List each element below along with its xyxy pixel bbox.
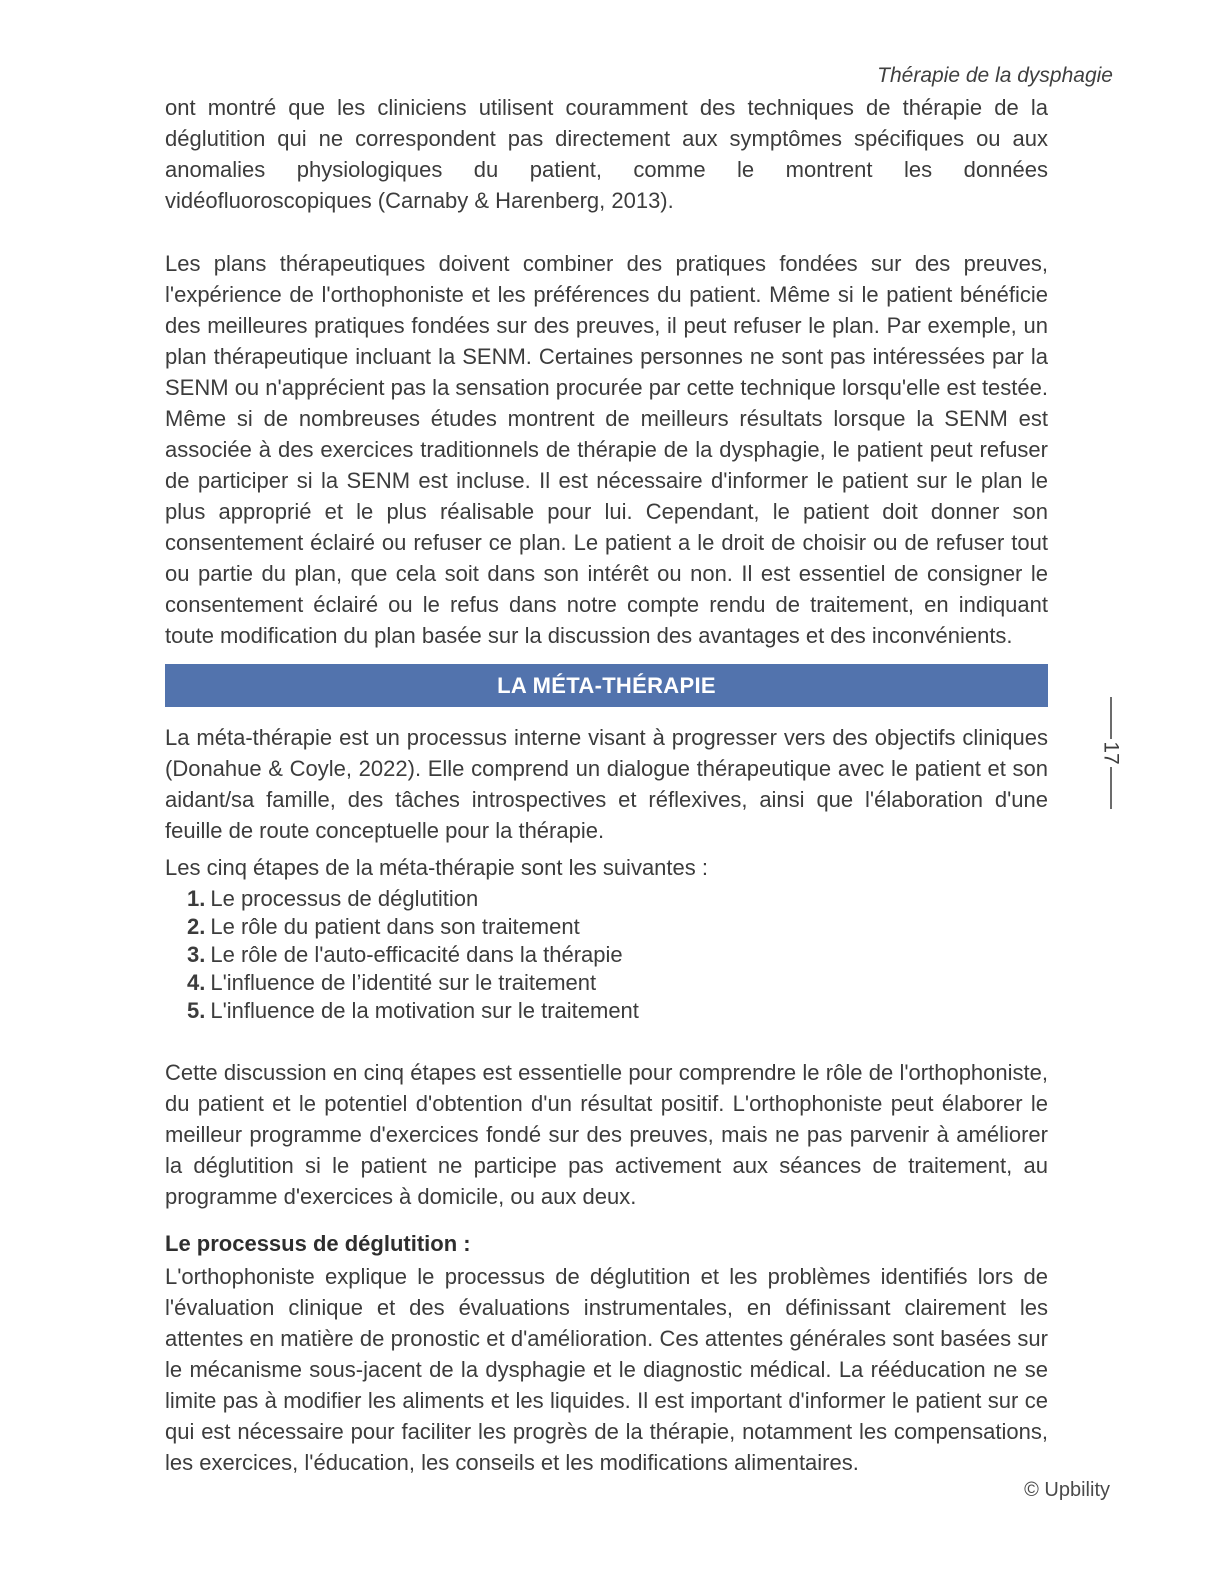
list-item [187, 913, 1048, 941]
list-item-text: Le rôle de l'auto-efficacité dans la thérapie [210, 942, 623, 967]
meta-therapy-banner-title: LA MÉTA-THÉRAPIE [497, 672, 716, 698]
paragraph-meta-therapy-definition: La méta-thérapie est un processus interne visant à progresser vers des objectifs cliniques (Donahue & Coyle, 2022). Elle comprend un dialogue thérapeutique avec le patient et son aidant/sa famille, des tâches introspectives et réflexives, ainsi que l'élaboration d'une feuille de route conceptuelle pour la thérapie. [165, 725, 1048, 843]
list-item [187, 969, 1048, 997]
paragraph-swallowing-process: L'orthophoniste explique le processus de déglutition et les problèmes identifiés lors de l'évaluation clinique et des évaluations instrumentales, en définissant clairement les attentes en matière de pronostic et d'amélioration. Ces attentes générales sont basées sur le mécanisme sous-jacent de la dysphagie et le diagnostic médical. La rééducation ne se limite pas à modifier les aliments et les liquides. Il est important d'informer le patient sur ce qui est nécessaire pour faciliter les progrès de la thérapie, notamment les compensations, les exercices, l'éducation, les conseils et les modifications alimentaires. [165, 1264, 1048, 1475]
page-number: 17 [1099, 741, 1123, 765]
list-item-text: L'influence de la motivation sur le traitement [210, 998, 639, 1023]
list-item [187, 997, 1048, 1025]
meta-therapy-banner [165, 664, 1048, 707]
list-item [187, 941, 1048, 969]
page-content [165, 0, 1048, 1478]
paragraph-five-step-discussion: Cette discussion en cinq étapes est essentielle pour comprendre le rôle de l'orthophoniste, du patient et le potentiel d'obtention d'un résultat positif. L'orthophoniste peut élaborer le meilleur programme d'exercices fondé sur des preuves, mais ne pas parvenir à améliorer la déglutition si le patient ne participe pas activement aux séances de traitement, au programme d'exercices à domicile, ou aux deux. [165, 1060, 1048, 1209]
running-header: Thérapie de la dysphagie [877, 64, 1113, 87]
margin-page-number [1097, 697, 1125, 809]
list-item-text: Le processus de déglutition [210, 886, 479, 911]
paragraph-intro-continuation: ont montré que les cliniciens utilisent couramment des techniques de thérapie de la déglutition qui ne correspondent pas directement aux symptômes spécifiques ou aux anomalies physiologiques du patient, comme le montrent les données vidéofluoroscopiques (Carnaby & Harenberg, 2013). [165, 95, 1048, 213]
list-item-number: 3. [187, 942, 206, 967]
page-number-rule-bottom [1110, 767, 1112, 809]
paragraph-therapy-plans: Les plans thérapeutiques doivent combiner des pratiques fondées sur des preuves, l'expérience de l'orthophoniste et les préférences du patient. Même si le patient bénéficie des meilleures pratiques fondées sur des preuves, il peut refuser le plan. Par exemple, un plan thérapeutique incluant la SENM. Certaines personnes ne sont pas intéressées par la SENM ou n'apprécient pas la sensation procurée par cette technique lorsqu'elle est testée. Même si de nombreuses études montrent de meilleurs résultats lorsque la SENM est associée à des exercices traditionnels de thérapie de la dysphagie, le patient peut refuser de participer si la SENM est incluse. Il est nécessaire d'informer le patient sur le plan le plus approprié et le plus réalisable pour lui. Cependant, le patient doit donner son consentement éclairé ou refuser ce plan. Le patient a le droit de choisir ou de refuser tout ou partie du plan, que cela soit dans son intérêt ou non. Il est essentiel de consigner le consentement éclairé ou le refus dans notre compte rendu de traitement, en indiquant toute modification du plan basée sur la discussion des avantages et des inconvénients. [165, 251, 1048, 648]
list-item-number: 1. [187, 886, 206, 911]
list-intro: Les cinq étapes de la méta-thérapie sont les suivantes : [165, 855, 708, 880]
list-item-number: 2. [187, 914, 206, 939]
list-item-number: 5. [187, 998, 206, 1023]
list-item-number: 4. [187, 970, 206, 995]
copyright-footer: © Upbility [1024, 1479, 1110, 1501]
list-item [187, 885, 1048, 913]
meta-therapy-steps-list [165, 885, 1048, 1025]
list-item-text: L'influence de l’identité sur le traitement [210, 970, 597, 995]
list-item-text: Le rôle du patient dans son traitement [210, 914, 580, 939]
page-number-rule-top [1110, 697, 1112, 739]
section-heading-swallowing-process: Le processus de déglutition : [165, 1231, 471, 1256]
